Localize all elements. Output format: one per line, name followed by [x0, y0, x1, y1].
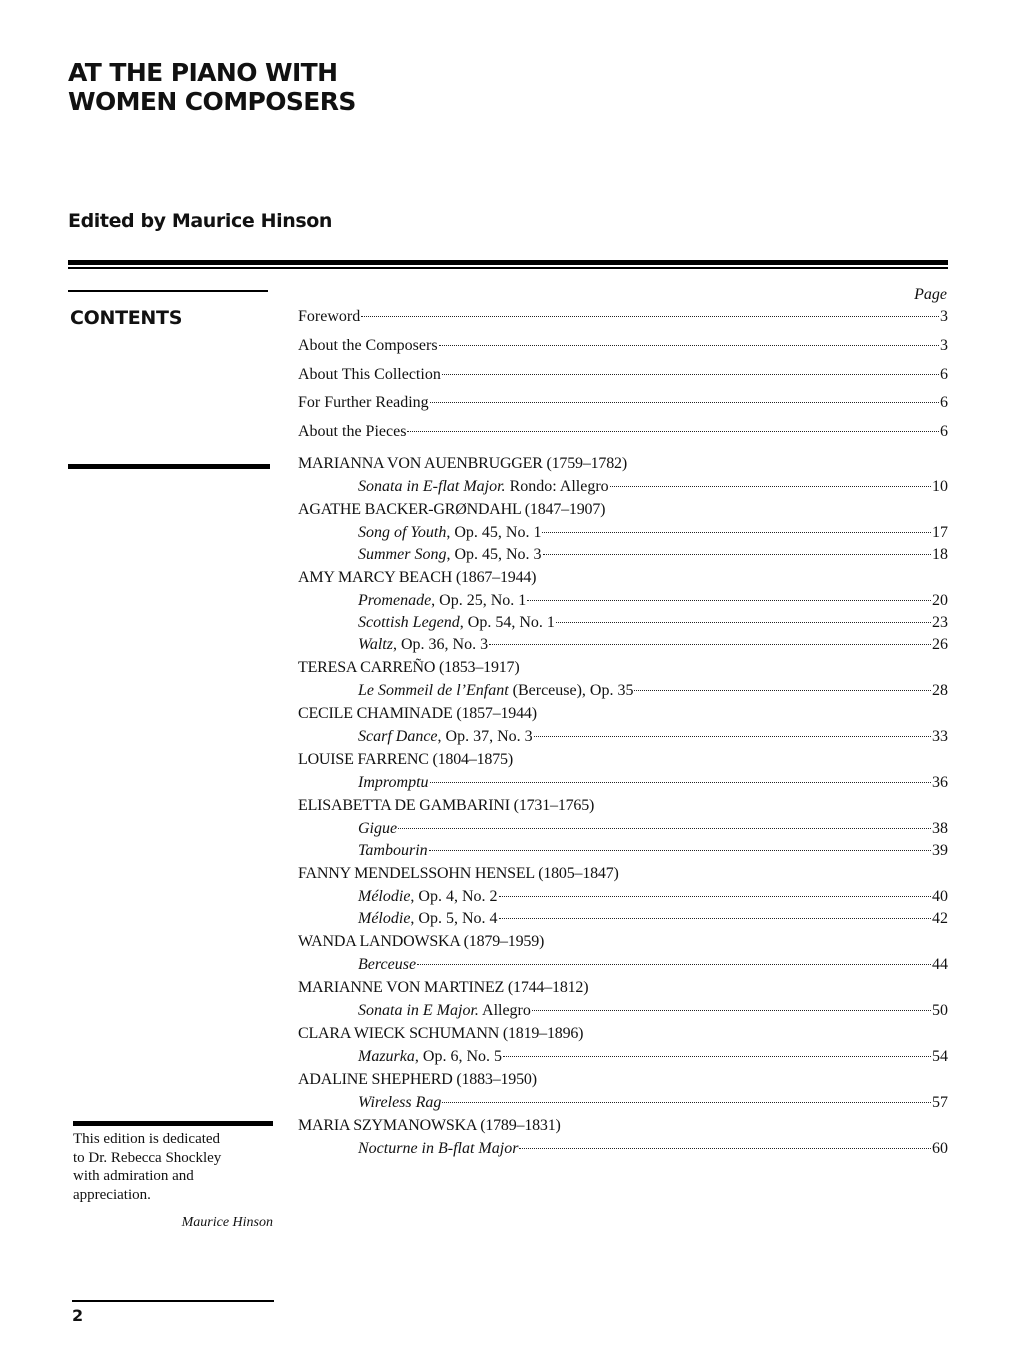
piece-title-italic: Promenade [358, 591, 432, 609]
dot-leader [519, 1148, 931, 1149]
piece-title [358, 590, 526, 612]
piece-title-italic: Le Sommeil de l’Enfant [358, 681, 509, 699]
composer-name: FANNY MENDELSSOHN HENSEL (1805–1847) [298, 864, 619, 882]
toc-piece-entry[interactable] [298, 522, 948, 544]
piece-title [358, 954, 416, 976]
piece-title [358, 726, 533, 748]
toc-piece-entry[interactable] [298, 1092, 948, 1114]
toc-entry[interactable] [298, 392, 948, 421]
toc-entry-page: 28 [932, 681, 948, 699]
dot-leader [610, 486, 931, 487]
composer-section [298, 930, 948, 976]
dot-leader [407, 431, 939, 432]
piece-title-detail: Allegro [478, 1001, 531, 1019]
toc-piece-entry[interactable] [298, 612, 948, 634]
piece-title [358, 1092, 441, 1114]
toc-entry-page: 10 [932, 477, 948, 495]
piece-title-italic: Tambourin [358, 841, 428, 859]
toc-entry-page: 6 [940, 423, 948, 441]
piece-title-detail: , Op. 25, No. 1 [431, 591, 527, 609]
composer-section [298, 702, 948, 748]
piece-title-detail: , Op. 45, No. 1 [446, 523, 542, 541]
toc-entry-page: 42 [932, 909, 948, 927]
piece-title [358, 634, 488, 656]
dot-leader [543, 554, 931, 555]
piece-title-italic: Scottish Legend [358, 613, 460, 631]
piece-title [358, 908, 498, 930]
composer-section [298, 976, 948, 1022]
toc-piece-entry[interactable] [298, 840, 948, 862]
toc-entry-page: 60 [932, 1139, 948, 1157]
book-title-line-1: AT THE PIANO WITH [68, 58, 338, 87]
piece-title-detail: , Op. 37, No. 3 [437, 727, 533, 745]
piece-title-detail: , Op. 5, No. 4 [410, 909, 498, 927]
toc-entry-label: For Further Reading [298, 394, 429, 412]
piece-title-detail: , Op. 54, No. 1 [459, 613, 555, 631]
piece-title [358, 840, 428, 862]
toc-entry-page: 38 [932, 819, 948, 837]
piece-title-italic: Sonata in E Major. [358, 1001, 479, 1019]
piece-title-italic: Song of Youth [358, 523, 447, 541]
dot-leader [634, 690, 931, 691]
toc-piece-entry[interactable] [298, 590, 948, 612]
table-of-contents [298, 306, 948, 1160]
composer-section [298, 566, 948, 656]
piece-title-italic: Sonata in E-flat Major. [358, 477, 506, 495]
piece-title-italic: Scarf Dance [358, 727, 438, 745]
contents-bottom-rule [68, 464, 270, 469]
toc-entry-label: About This Collection [298, 365, 441, 383]
piece-title [358, 680, 633, 702]
composer-name: CECILE CHAMINADE (1857–1944) [298, 704, 537, 722]
composer-name: TERESA CARREÑO (1853–1917) [298, 658, 520, 676]
toc-entry-label: About the Pieces [298, 423, 407, 441]
dot-leader [429, 850, 931, 851]
piece-title-detail: , Op. 4, No. 2 [410, 887, 498, 905]
dot-leader [503, 1056, 931, 1057]
toc-entry-page: 3 [940, 336, 948, 354]
dedication-signature: Maurice Hinson [181, 1215, 273, 1230]
contents-heading: CONTENTS [70, 307, 183, 329]
dot-leader [442, 374, 939, 375]
composer-section [298, 452, 948, 498]
page-column-label: Page [914, 286, 947, 303]
piece-title-detail: (Berceuse), Op. 35 [508, 681, 634, 699]
toc-entry-label: About the Composers [298, 336, 438, 354]
toc-entry-page: 33 [932, 727, 948, 745]
dedication-text [73, 1130, 273, 1204]
piece-title-italic: Mélodie [358, 887, 411, 905]
toc-entry-page: 6 [940, 365, 948, 383]
piece-title-detail: , Op. 6, No. 5 [414, 1047, 502, 1065]
toc-entry[interactable] [298, 421, 948, 450]
composer-section [298, 1068, 948, 1114]
toc-entry-page: 26 [932, 635, 948, 653]
composer-name: AGATHE BACKER-GRØNDAHL (1847–1907) [298, 500, 606, 518]
piece-title [358, 772, 429, 794]
piece-title [358, 544, 542, 566]
toc-entry-label: Foreword [298, 308, 361, 325]
composer-section [298, 1022, 948, 1068]
dedication-line: with admiration and [73, 1168, 194, 1184]
toc-entry-page: 18 [932, 545, 948, 563]
composer-section [298, 862, 948, 930]
toc-entry-page: 54 [932, 1047, 948, 1065]
dot-leader [439, 345, 939, 346]
toc-piece-entry[interactable] [298, 544, 948, 566]
toc-piece-entry[interactable] [298, 1138, 948, 1160]
composer-section [298, 498, 948, 566]
piece-title [358, 1000, 531, 1022]
dedication-top-rule [73, 1121, 273, 1126]
dot-leader [534, 736, 931, 737]
dedication-line: This edition is dedicated [73, 1131, 221, 1147]
piece-title-italic: Waltz [358, 635, 393, 653]
header-rule-thin [68, 267, 948, 269]
composer-name: ELISABETTA DE GAMBARINI (1731–1765) [298, 796, 595, 814]
dot-leader [556, 622, 931, 623]
dedication-line: appreciation. [73, 1186, 151, 1203]
composer-section [298, 656, 948, 702]
toc-entry-page: 6 [940, 394, 948, 412]
piece-title-italic: Summer Song [358, 545, 447, 563]
piece-title-italic: Wireless Rag [358, 1093, 442, 1111]
toc-piece-entry[interactable] [298, 886, 948, 908]
piece-title-detail: , Op. 45, No. 3 [446, 545, 542, 563]
toc-entry-page: 39 [932, 841, 948, 859]
book-title [68, 58, 356, 116]
dot-leader [527, 600, 931, 601]
toc-entry-page: 36 [932, 773, 948, 791]
composer-name: MARIANNE VON MARTINEZ (1744–1812) [298, 978, 589, 996]
toc-entry-page: 44 [932, 955, 948, 973]
piece-title-italic: Mazurka [358, 1047, 415, 1065]
header-rule-thick [68, 260, 948, 265]
piece-title-italic: Mélodie [358, 909, 411, 927]
dot-leader [430, 402, 939, 403]
toc-entry-page: 23 [932, 613, 948, 631]
composer-name: WANDA LANDOWSKA (1879–1959) [298, 932, 545, 950]
composer-name: LOUISE FARRENC (1804–1875) [298, 750, 513, 768]
footer-rule [72, 1300, 274, 1302]
composer-name: CLARA WIECK SCHUMANN (1819–1896) [298, 1024, 584, 1042]
piece-title [358, 886, 498, 908]
toc-entry-page: 50 [932, 1001, 948, 1019]
dot-leader [499, 896, 931, 897]
dot-leader [489, 644, 931, 645]
piece-title-detail: , Op. 36, No. 3 [392, 635, 489, 653]
editor-credit: Edited by Maurice Hinson [68, 210, 333, 232]
toc-entry[interactable] [298, 364, 948, 393]
composer-section [298, 1114, 948, 1160]
piece-title [358, 1138, 518, 1160]
composer-section [298, 748, 948, 794]
piece-title-detail: Rondo: Allegro [505, 477, 609, 495]
toc-entry-page: 57 [932, 1093, 948, 1111]
toc-piece-entry[interactable] [298, 1000, 948, 1022]
dot-leader [499, 918, 931, 919]
dot-leader [398, 828, 931, 829]
piece-title-italic: Impromptu [358, 773, 429, 791]
toc-piece-entry[interactable] [298, 818, 948, 840]
dot-leader [361, 316, 939, 317]
composer-name: AMY MARCY BEACH (1867–1944) [298, 568, 537, 586]
toc-piece-entry[interactable] [298, 476, 948, 498]
toc-piece-entry[interactable] [298, 954, 948, 976]
composer-section [298, 794, 948, 862]
dot-leader [532, 1010, 931, 1011]
dedication-line: to Dr. Rebecca Shockley [73, 1149, 222, 1166]
toc-entry-page: 20 [932, 591, 948, 609]
toc-piece-entry[interactable] [298, 634, 948, 656]
piece-title-italic: Gigue [358, 819, 398, 837]
toc-piece-entry[interactable] [298, 772, 948, 794]
composer-name: ADALINE SHEPHERD (1883–1950) [298, 1070, 537, 1088]
toc-entry-page: 40 [932, 887, 948, 905]
toc-entry-page: 17 [932, 523, 948, 541]
contents-top-rule [68, 290, 268, 292]
piece-title-italic: Nocturne in B-flat Major [358, 1139, 519, 1157]
dot-leader [442, 1102, 931, 1103]
composer-name: MARIANNA VON AUENBRUGGER (1759–1782) [298, 454, 627, 472]
toc-entry[interactable] [298, 306, 948, 335]
toc-piece-entry[interactable] [298, 726, 948, 748]
toc-piece-entry[interactable] [298, 680, 948, 702]
piece-title [358, 476, 609, 498]
toc-entry-page: 3 [940, 308, 948, 325]
toc-entry[interactable] [298, 335, 948, 364]
dot-leader [542, 532, 931, 533]
book-title-line-2: WOMEN COMPOSERS [68, 87, 356, 116]
piece-title [358, 818, 397, 840]
toc-piece-entry[interactable] [298, 908, 948, 930]
piece-title [358, 612, 555, 634]
piece-title [358, 522, 541, 544]
piece-title-italic: Berceuse [358, 955, 417, 973]
dot-leader [430, 782, 931, 783]
toc-piece-entry[interactable] [298, 1046, 948, 1068]
folio-page-number: 2 [72, 1306, 84, 1325]
piece-title [358, 1046, 502, 1068]
dot-leader [417, 964, 931, 965]
composer-name: MARIA SZYMANOWSKA (1789–1831) [298, 1116, 561, 1134]
